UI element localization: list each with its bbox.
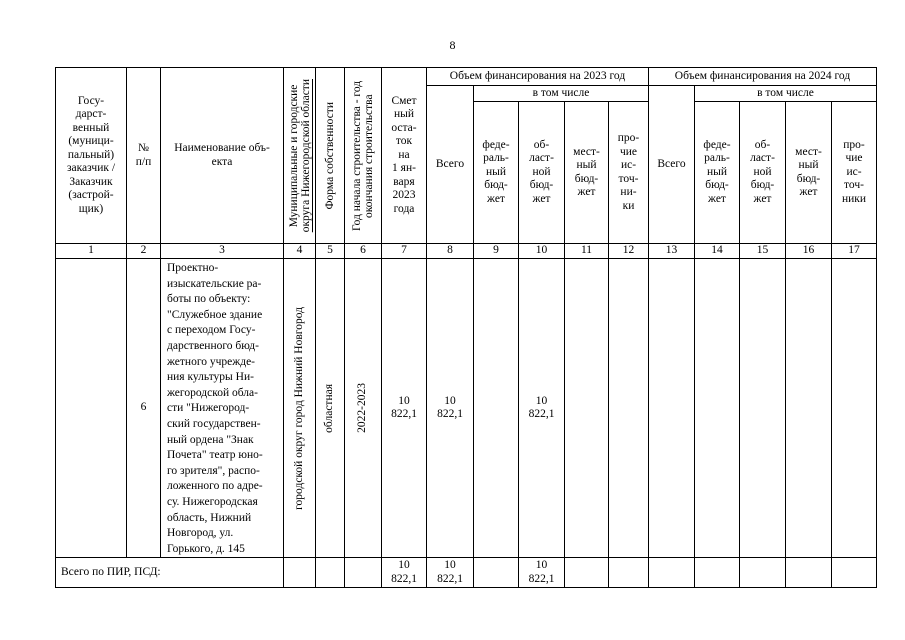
regional-2023-value: 10 822,1 <box>519 259 565 558</box>
page-number: 8 <box>449 38 456 52</box>
local-2023-value <box>565 259 609 558</box>
customer-cell <box>56 259 127 558</box>
column-number: 7 <box>382 244 427 259</box>
header-other-2023: про- чие ис- точ- ни- ки <box>609 102 649 244</box>
total-2024-value <box>649 259 695 558</box>
column-number: 17 <box>832 244 877 259</box>
header-number: № п/п <box>127 68 161 244</box>
totals-empty <box>832 558 877 588</box>
column-number: 6 <box>345 244 382 259</box>
column-number: 1 <box>56 244 127 259</box>
totals-row <box>56 558 877 588</box>
federal-2024-value <box>695 259 740 558</box>
totals-empty <box>316 558 345 588</box>
column-number: 8 <box>427 244 474 259</box>
municipality-cell: городской округ город Нижний Новгород <box>284 259 316 558</box>
header-regional-2024: об- ласт- ной бюд- жет <box>740 102 786 244</box>
local-2024-value <box>786 259 832 558</box>
column-number: 10 <box>519 244 565 259</box>
totals-estimate-value: 10 822,1 <box>382 558 427 588</box>
regional-2024-value <box>740 259 786 558</box>
header-object-name: Наименование объ- екта <box>161 68 284 244</box>
federal-2023-value <box>474 259 519 558</box>
header-including-2023: в том числе <box>474 86 649 102</box>
column-number: 16 <box>786 244 832 259</box>
totals-empty <box>609 558 649 588</box>
header-including-2024: в том числе <box>695 86 877 102</box>
column-number: 12 <box>609 244 649 259</box>
header-local-2023: мест- ный бюд- жет <box>565 102 609 244</box>
column-number: 13 <box>649 244 695 259</box>
years-cell: 2022-2023 <box>345 259 382 558</box>
totals-empty <box>649 558 695 588</box>
totals-empty <box>345 558 382 588</box>
header-other-2024: про- чие ис- точ- ники <box>832 102 877 244</box>
column-number: 14 <box>695 244 740 259</box>
financing-table <box>55 67 877 588</box>
header-financing-2024: Объем финансирования на 2024 год <box>649 68 877 86</box>
header-federal-2023: феде- раль- ный бюд- жет <box>474 102 519 244</box>
header-local-2024: мест- ный бюд- жет <box>786 102 832 244</box>
total-2023-value: 10 822,1 <box>427 259 474 558</box>
header-federal-2024: феде- раль- ный бюд- жет <box>695 102 740 244</box>
table-row <box>56 259 877 558</box>
header-customer: Госу- дарст- венный (муници- пальный) заказчик / Заказчик (застрой- щик) <box>56 68 127 244</box>
object-name: Проектно- изыскательские ра- боты по объекту: "Служебное здание с переходом Госу- дарственного бюд- жетного учрежде- ния культуры Ни- жегородской обла- сти "Нижегород- ский государствен- ный ордена "Знак Почета" театр юно- го зрителя", распо- ложенного по адре- су. Нижегородская область, Нижний Новгород, ул. Горького, д. 145 <box>161 259 284 558</box>
column-number: 2 <box>127 244 161 259</box>
totals-empty <box>284 558 316 588</box>
ownership-cell: областная <box>316 259 345 558</box>
column-number: 9 <box>474 244 519 259</box>
header-total-2024: Всего <box>649 86 695 244</box>
totals-label: Всего по ПИР, ПСД: <box>56 558 284 588</box>
header-estimate-balance: Смет ный оста- ток на 1 ян- варя 2023 года <box>382 68 427 244</box>
other-2024-value <box>832 259 877 558</box>
header-financing-2023: Объем финансирования на 2023 год <box>427 68 649 86</box>
column-numbers-row <box>56 244 877 259</box>
totals-empty <box>786 558 832 588</box>
totals-empty <box>565 558 609 588</box>
column-number: 3 <box>161 244 284 259</box>
column-number: 4 <box>284 244 316 259</box>
other-2023-value <box>609 259 649 558</box>
header-total-2023: Всего <box>427 86 474 244</box>
column-number: 5 <box>316 244 345 259</box>
totals-empty <box>740 558 786 588</box>
column-number: 15 <box>740 244 786 259</box>
totals-empty <box>474 558 519 588</box>
totals-empty <box>695 558 740 588</box>
column-number: 11 <box>565 244 609 259</box>
header-municipality: Муниципальные и городские округа Нижегородской области <box>284 68 316 244</box>
header-regional-2023: об- ласт- ной бюд- жет <box>519 102 565 244</box>
totals-regional-2023-value: 10 822,1 <box>519 558 565 588</box>
row-number: 6 <box>127 259 161 558</box>
totals-total-2023-value: 10 822,1 <box>427 558 474 588</box>
estimate-balance-value: 10 822,1 <box>382 259 427 558</box>
header-ownership: Форма собственности <box>316 68 345 244</box>
header-years: Год начала строительства - год окончания строительства <box>345 68 382 244</box>
